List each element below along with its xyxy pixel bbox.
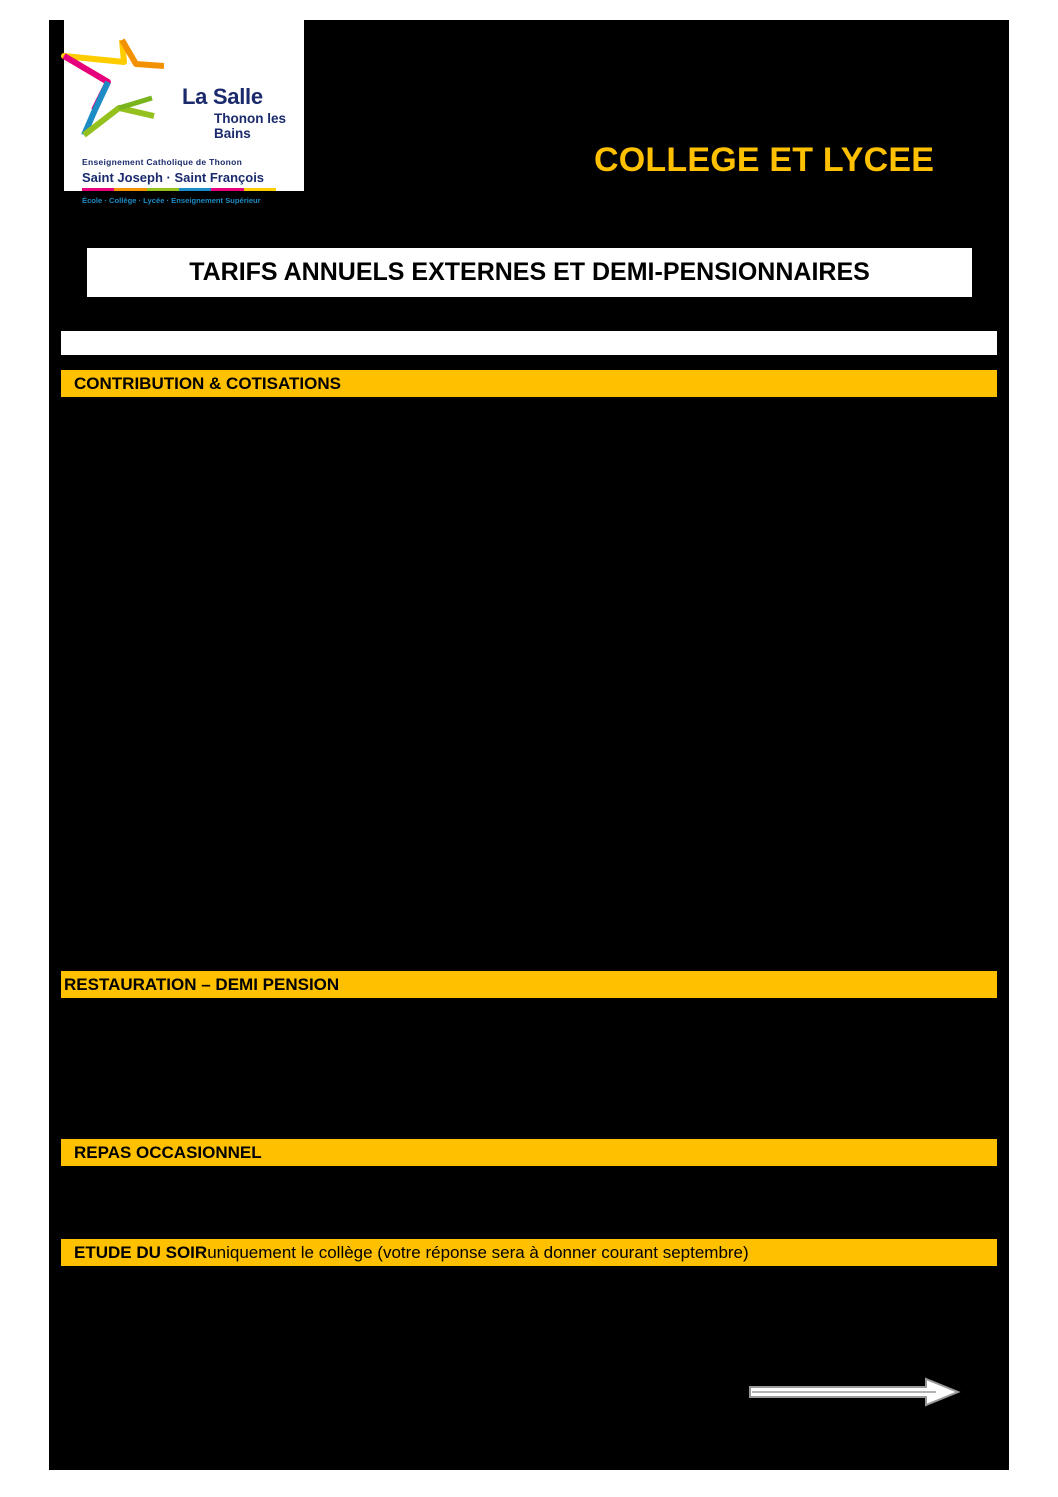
section-title: CONTRIBUTION & COTISATIONS xyxy=(74,373,341,393)
logo-schools: Saint Joseph · Saint François xyxy=(82,170,265,185)
logo-levels: École · Collège · Lycée · Enseignement Supérieur xyxy=(82,196,261,205)
page-title: COLLEGE ET LYCEE xyxy=(594,141,935,179)
section-note: uniquement le collège (votre réponse sera à donner courant septembre) xyxy=(207,1242,749,1262)
section-title: ETUDE DU SOIR xyxy=(74,1242,208,1262)
right-arrow-icon[interactable] xyxy=(746,1377,960,1407)
section-repas-occasionnel xyxy=(61,1139,997,1166)
logo-network: Enseignement Catholique de Thonon xyxy=(82,157,243,167)
logo-color-stripes xyxy=(82,188,276,191)
logo-name: La Salle xyxy=(182,84,263,109)
section-etude-du-soir xyxy=(61,1239,997,1266)
section-restauration xyxy=(61,971,997,998)
blank-info-bar xyxy=(61,331,997,355)
section-contribution xyxy=(61,370,997,397)
logo-city: Thonon les Bains xyxy=(214,111,286,141)
section-title: REPAS OCCASIONNEL xyxy=(74,1142,262,1162)
page-subtitle: TARIFS ANNUELS EXTERNES ET DEMI-PENSIONNAIRES xyxy=(189,258,870,286)
section-title: RESTAURATION – DEMI PENSION xyxy=(64,974,340,994)
school-logo xyxy=(64,20,304,205)
subtitle-box xyxy=(87,248,972,297)
